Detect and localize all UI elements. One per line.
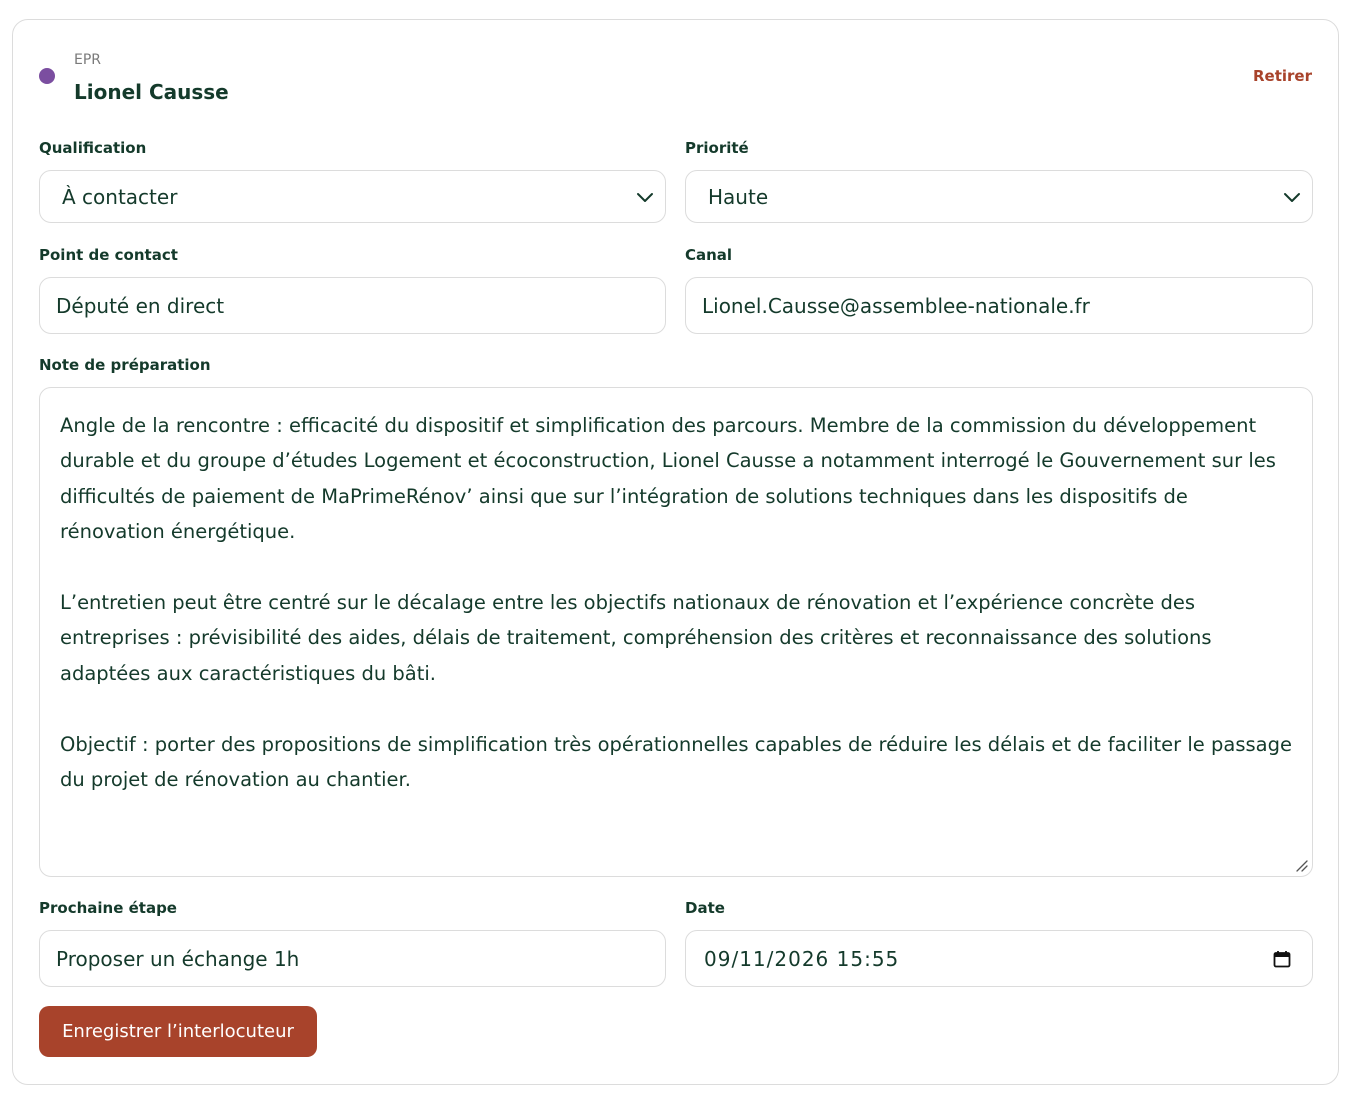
contact-point-input[interactable] xyxy=(39,277,666,334)
next-step-value: Proposer un échange 1h xyxy=(56,946,300,971)
calendar-icon[interactable] xyxy=(1272,949,1292,969)
channel-label: Canal xyxy=(685,246,733,264)
priority-select[interactable] xyxy=(685,170,1313,223)
next-step-input[interactable] xyxy=(39,930,666,987)
note-paragraph: Angle de la rencontre : efficacité du dispositif et simplification des parcours. Membre de la commission du développement durable et du groupe d’études Logement et écoconstruction, Lionel Causse a notamment interrogé le Gouvernement sur les difficultés de paiement de MaPrimeRénov’ ainsi que sur l’intégration de solutions techniques dans les dispositifs de rénovation énergétique. xyxy=(60,414,1276,544)
party-label: EPR xyxy=(74,52,102,68)
contact-point-label: Point de contact xyxy=(39,246,178,264)
priority-value: Haute xyxy=(708,184,769,209)
resize-handle-icon[interactable] xyxy=(1294,858,1308,872)
qualification-label: Qualification xyxy=(39,139,147,157)
next-step-label: Prochaine étape xyxy=(39,899,177,917)
contact-name: Lionel Causse xyxy=(74,80,229,104)
qualification-select[interactable] xyxy=(39,170,666,223)
note-label: Note de préparation xyxy=(39,356,211,374)
chevron-down-icon xyxy=(635,187,655,207)
save-contact-button[interactable]: Enregistrer l’interlocuteur xyxy=(39,1006,317,1057)
note-paragraph: L’entretien peut être centré sur le décalage entre les objectifs nationaux de rénovation et l’expérience concrète des entreprises : prévisibilité des aides, délais de traitement, compréhension des critères et reconnaissance des solutions adaptées aux caractéristiques du bâti. xyxy=(60,591,1212,685)
chevron-down-icon xyxy=(1282,187,1302,207)
date-value: 09/11/2026 15:55 xyxy=(704,946,900,971)
qualification-value: À contacter xyxy=(62,184,178,209)
date-input[interactable] xyxy=(685,930,1313,987)
contact-card xyxy=(12,19,1339,1085)
contact-point-value: Député en direct xyxy=(56,293,225,318)
party-color-dot xyxy=(39,68,55,84)
priority-label: Priorité xyxy=(685,139,749,157)
remove-button[interactable]: Retirer xyxy=(1252,67,1312,85)
note-paragraph: Objectif : porter des propositions de simplification très opérationnelles capables de réduire les délais et de faciliter le passage du projet de rénovation au chantier. xyxy=(60,732,1292,792)
note-textarea[interactable] xyxy=(39,387,1313,877)
date-label: Date xyxy=(685,899,725,917)
channel-value: Lionel.Causse@assemblee-nationale.fr xyxy=(702,293,1090,318)
channel-input[interactable] xyxy=(685,277,1313,334)
